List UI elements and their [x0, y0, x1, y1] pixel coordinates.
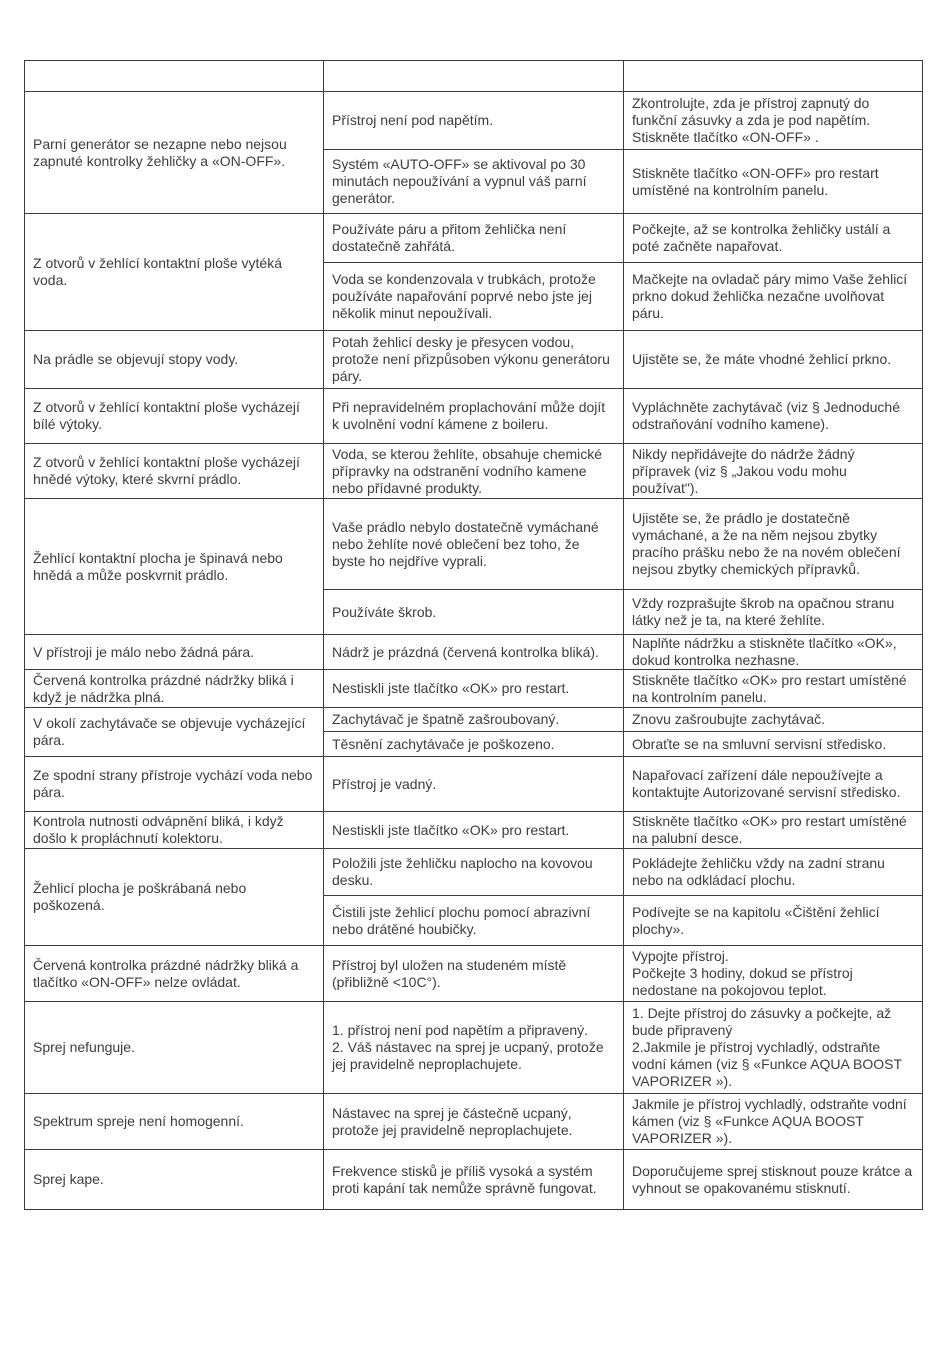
solution-cell: [624, 635, 923, 670]
solution-text: Zkontrolujte, zda je přístroj zapnutý do funkční zásuvky a zda je pod napětím. Stiskněte tlačítko «ON-OFF» .: [632, 95, 871, 145]
solution-cell: [624, 1150, 923, 1210]
problem-cell: [25, 389, 324, 444]
problem-text: Červená kontrolka prázdné nádržky bliká a tlačítko «ON-OFF» nelze ovládat.: [33, 956, 299, 990]
cause-text: Nestiskli jste tlačítko «OK» pro restart.: [332, 680, 570, 696]
cause-text: Frekvence stisků je příliš vysoká a systém proti kapání tak nemůže správně fungovat.: [332, 1162, 597, 1196]
problem-cell: [25, 757, 324, 812]
solution-text: Podívejte se na kapitolu «Čištění žehlicí plochy».: [632, 903, 880, 937]
problem-text: V okolí zachytávače se objevuje vycházející pára.: [33, 715, 306, 748]
solution-cell: [624, 708, 923, 732]
cause-text: Při nepravidelném proplachování může dojít k uvolnění vodní kámene z boileru.: [332, 399, 606, 432]
cause-text: Nádrž je prázdná (červená kontrolka bliká).: [332, 643, 599, 660]
solution-text: Nikdy nepřidávejte do nádrže žádný přípravek (viz § „Jakou vodu mohu používat").: [632, 445, 855, 496]
header-row: [25, 61, 923, 92]
problem-text: Sprej kape.: [33, 1171, 104, 1187]
problem-cell: [25, 1094, 324, 1150]
cause-text: Přístroj není pod napětím.: [332, 112, 494, 128]
cause-cell: [324, 812, 624, 849]
solution-text: Stiskněte tlačítko «OK» pro restart umístěné na kontrolním panelu.: [632, 671, 907, 705]
cause-cell: [324, 389, 624, 444]
solution-cell: [624, 150, 923, 214]
cause-cell: [324, 444, 624, 499]
cause-cell: [324, 590, 624, 635]
cause-cell: [324, 708, 624, 732]
solution-cell: [624, 263, 923, 331]
problem-cell: [25, 499, 324, 635]
problem-cell: [25, 1002, 324, 1094]
problem-text: V přístroji je málo nebo žádná pára.: [33, 643, 255, 660]
solution-cell: [624, 1002, 923, 1094]
cause-cell: [324, 331, 624, 389]
solution-text: Vypojte přístroj. Počkejte 3 hodiny, dokud se přístroj nedostane na pokojovou teplot.: [632, 948, 853, 998]
table-row: [25, 1002, 923, 1094]
solution-text: 1. Dejte přístroj do zásuvky a počkejte, až bude připravený 2.Jakmile je přístroj vychladlý, odstraňte vodní kámen (viz § «Funkce AQUA BOOST VAPORIZER »).: [632, 1005, 902, 1089]
table-body: [25, 61, 923, 1210]
problem-cell: [25, 812, 324, 849]
cause-text: Voda se kondenzovala v trubkách, protože používáte napařování poprvé nebo jste jej několik minut nepoužívali.: [332, 271, 596, 321]
problem-text: Kontrola nutnosti odvápnění bliká, i když došlo k propláchnutí kolektoru.: [33, 813, 284, 846]
table-row: [25, 757, 923, 812]
cause-text: Těsnění zachytávače je poškozeno.: [332, 735, 555, 752]
table-row: [25, 812, 923, 849]
solution-cell: [624, 444, 923, 499]
cause-text: Přístroj je vadný.: [332, 775, 437, 792]
cause-text: Nástavec na sprej je částečně ucpaný, protože jej pravidelně neproplachujete.: [332, 1104, 573, 1138]
cause-cell: [324, 896, 624, 946]
solution-text: Pokládejte žehličku vždy na zadní stranu nebo na odkládací plochu.: [632, 855, 885, 888]
cause-text: Systém «AUTO-OFF» se aktivoval po 30 minutách nepoužívání a vypnul váš parní generátor.: [332, 156, 587, 206]
problem-cell: [25, 1150, 324, 1210]
problem-cell: [25, 946, 324, 1002]
header-cell-problem: [25, 61, 324, 92]
table-row: [25, 331, 923, 389]
table-row: [25, 849, 923, 896]
cause-text: Přístroj byl uložen na studeném místě (přibližně <10C°).: [332, 956, 567, 990]
cause-cell: [324, 757, 624, 812]
solution-text: Obraťte se na smluvní servisní středisko.: [632, 735, 887, 752]
table-row: [25, 635, 923, 670]
cause-cell: [324, 92, 624, 150]
solution-cell: [624, 670, 923, 708]
problem-text: Z otvorů v žehlící kontaktní ploše vycházejí hnědé výtoky, které skvrní prádlo.: [33, 454, 300, 487]
cause-cell: [324, 499, 624, 590]
cause-text: Čistili jste žehlicí plochu pomocí abrazivní nebo drátěné houbičky.: [332, 903, 591, 937]
solution-cell: [624, 1094, 923, 1150]
problem-cell: [25, 849, 324, 946]
solution-text: Znovu zašroubujte zachytávač.: [632, 711, 825, 727]
cause-cell: [324, 1002, 624, 1094]
table-row: [25, 92, 923, 150]
solution-text: Stiskněte tlačítko «ON-OFF» pro restart umístěné na kontrolním panelu.: [632, 164, 879, 198]
problem-text: Sprej nefunguje.: [33, 1039, 135, 1055]
header-cell-solution: [624, 61, 923, 92]
solution-text: Jakmile je přístroj vychladlý, odstraňte vodní kámen (viz § «Funkce AQUA BOOST VAPORIZER »).: [632, 1096, 907, 1146]
cause-cell: [324, 150, 624, 214]
solution-text: Doporučujeme sprej stisknout pouze krátce a vyhnout se opakovanému stisknutí.: [632, 1162, 913, 1196]
cause-text: 1. přístroj není pod napětím a připravený. 2. Váš nástavec na sprej je ucpaný, protože jej pravidelně neproplachujete.: [332, 1022, 604, 1072]
solution-cell: [624, 499, 923, 590]
solution-cell: [624, 812, 923, 849]
problem-cell: [25, 214, 324, 331]
solution-cell: [624, 757, 923, 812]
cause-cell: [324, 214, 624, 263]
cause-cell: [324, 849, 624, 896]
problem-text: Na prádle se objevují stopy vody.: [33, 351, 239, 367]
solution-text: Vždy rozprašujte škrob na opačnou stranu látky než je ta, na které žehlíte.: [632, 595, 895, 628]
table-row: [25, 708, 923, 732]
solution-text: Ujistěte se, že prádlo je dostatečně vymáchané, a že na něm nejsou zbytky pracího prášku nebo že na novém oblečení nejsou zbytky chemických přípravků.: [632, 510, 901, 577]
table-row: [25, 946, 923, 1002]
solution-text: Počkejte, až se kontrolka žehličky ustálí a poté začněte napařovat.: [632, 221, 891, 254]
problem-text: Červená kontrolka prázdné nádržky bliká i když je nádržka plná.: [33, 671, 294, 705]
solution-text: Mačkejte na ovladač páry mimo Vaše žehlicí prkno dokud žehlička nezačne uvolňovat páru.: [632, 271, 908, 321]
cause-text: Zachytávač je špatně zašroubovaný.: [332, 711, 560, 727]
solution-text: Stiskněte tlačítko «OK» pro restart umístěné na palubní desce.: [632, 813, 907, 846]
problem-cell: [25, 444, 324, 499]
solution-cell: [624, 92, 923, 150]
cause-text: Voda, se kterou žehlíte, obsahuje chemické přípravky na odstranění vodního kamene nebo přídavné produkty.: [332, 445, 603, 496]
cause-text: Potah žehlicí desky je přesycen vodou, protože není přizpůsoben výkonu generátoru páry.: [332, 334, 610, 384]
solution-cell: [624, 389, 923, 444]
table-row: [25, 499, 923, 590]
solution-cell: [624, 849, 923, 896]
solution-cell: [624, 896, 923, 946]
cause-cell: [324, 635, 624, 670]
cause-cell: [324, 1150, 624, 1210]
cause-cell: [324, 1094, 624, 1150]
cause-text: Vaše prádlo nebylo dostatečně vymáchané nebo žehlíte nové oblečení bez toho, že byste ho nejdříve vyprali.: [332, 518, 599, 569]
cause-text: Položili jste žehličku naplocho na kovovou desku.: [332, 855, 593, 888]
header-cell-cause: [324, 61, 624, 92]
troubleshooting-table: [24, 60, 923, 1210]
table-row: [25, 214, 923, 263]
problem-text: Spektrum spreje není homogenní.: [33, 1113, 244, 1129]
problem-text: Žehlicí plocha je poškrábaná nebo poškozená.: [33, 880, 247, 913]
cause-text: Používáte páru a přitom žehlička není dostatečně zahřátá.: [332, 221, 567, 254]
table-row: [25, 444, 923, 499]
table-row: [25, 1150, 923, 1210]
table-row: [25, 670, 923, 708]
solution-text: Vypláchněte zachytávač (viz § Jednoduché odstraňování vodního kamene).: [632, 399, 900, 432]
cause-cell: [324, 946, 624, 1002]
cause-cell: [324, 670, 624, 708]
problem-cell: [25, 331, 324, 389]
solution-cell: [624, 946, 923, 1002]
table-row: [25, 389, 923, 444]
solution-cell: [624, 732, 923, 757]
solution-text: Ujistěte se, že máte vhodné žehlicí prkno.: [632, 351, 892, 367]
solution-text: Naplňte nádržku a stiskněte tlačítko «OK», dokud kontrolka nezhasne.: [632, 635, 897, 668]
problem-text: Z otvorů v žehlící kontaktní ploše vytéká voda.: [33, 255, 283, 288]
problem-text: Z otvorů v žehlící kontaktní ploše vycházejí bílé výtoky.: [33, 399, 300, 432]
cause-text: Používáte škrob.: [332, 603, 437, 620]
problem-cell: [25, 635, 324, 670]
problem-text: Žehlící kontaktní plocha je špinavá nebo hnědá a může poskvrnit prádlo.: [33, 549, 283, 583]
table-row: [25, 1094, 923, 1150]
cause-cell: [324, 732, 624, 757]
solution-cell: [624, 331, 923, 389]
problem-text: Parní generátor se nezapne nebo nejsou zapnuté kontrolky žehličky a «ON-OFF».: [33, 135, 287, 169]
problem-cell: [25, 670, 324, 708]
cause-cell: [324, 263, 624, 331]
solution-cell: [624, 214, 923, 263]
problem-cell: [25, 92, 324, 214]
solution-text: Napařovací zařízení dále nepoužívejte a kontaktujte Autorizované servisní středisko.: [632, 767, 901, 800]
problem-cell: [25, 708, 324, 757]
solution-cell: [624, 590, 923, 635]
cause-text: Nestiskli jste tlačítko «OK» pro restart.: [332, 821, 570, 838]
problem-text: Ze spodní strany přístroje vychází voda nebo pára.: [33, 767, 313, 800]
